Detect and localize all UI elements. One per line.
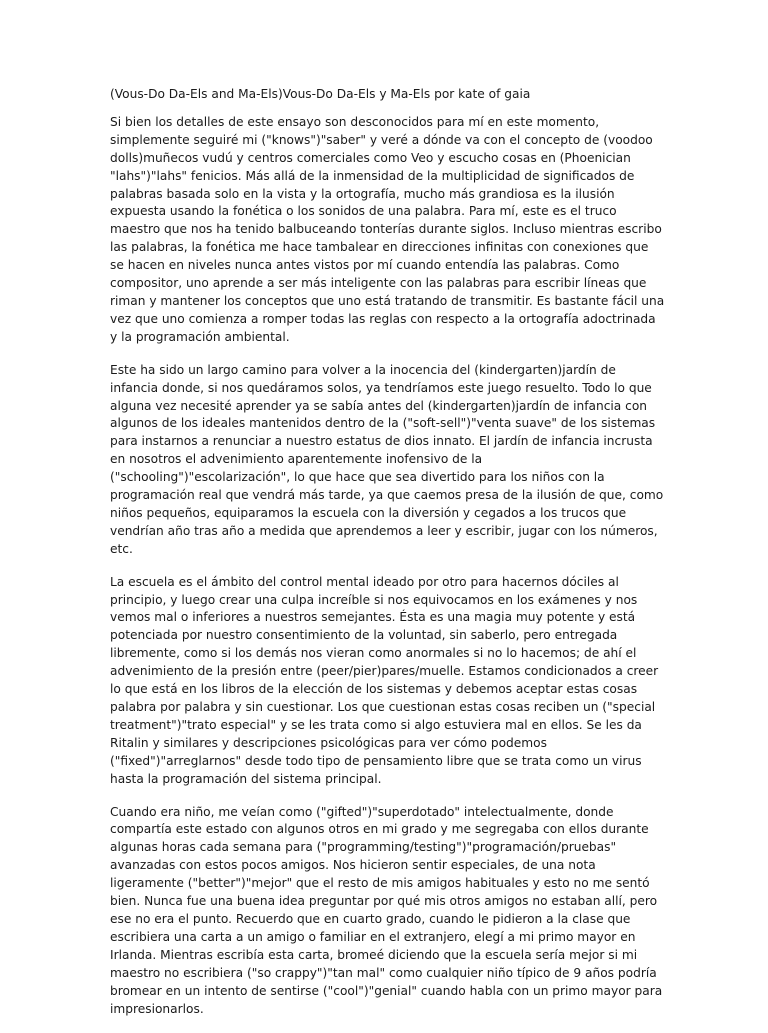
paragraph-3: La escuela es el ámbito del control mental ideado por otro para hacernos dóciles al principio, y luego crear una culpa increíble si nos equivocamos en los exámenes y nos vemos mal o inferiores a nuestros semejantes. Ésta es una magia muy potente y está potenciada por nuestro consentimiento de la voluntad, sin saberlo, pero entregada libremente, como si los demás nos vieran como anormales si no lo hacemos; de ahí el advenimiento de la presión entre (peer/pier)pares/muelle. Estamos condicionados a creer lo que está en los libros de la elección de los sistemas y debemos aceptar estas cosas palabra por palabra y sin cuestionar. Los que cuestionan estas cosas reciben un ("special treatment")"trato especial" y se les trata como si algo estuviera mal en ellos. Se les da Ritalin y similares y descripciones psicológicas para ver cómo podemos ("fixed")"arreglarnos" desde todo tipo de pensamiento libre que se trata como un virus hasta la programación del sistema principal. bbox=[110, 574, 659, 786]
paragraph-1: Si bien los detalles de este ensayo son desconocidos para mí en este momento, simplemente seguiré mi ("knows")"saber" y veré a dónde va con el concepto de (voodoo dolls)muñecos vudú y centros comerciales como Veo y escucho cosas en (Phoenician "lahs")"lahs" fenicios. Más allá de la inmensidad de la multiplicidad de significados de palabras basada solo en la vista y la ortografía, mucho más grandiosa es la ilusión expuesta usando la fonética o los sonidos de una palabra. Para mí, este es el truco maestro que nos ha tenido balbuceando tonterías durante siglos. Incluso mientras escribo las palabras, la fonética me hace tambalear en direcciones infinitas con conexiones que se hacen en niveles nunca antes vistos por mí cuando entendía las palabras. Como compositor, uno aprende a ser más inteligente con las palabras para escribir líneas que riman y mantener los conceptos que uno está tratando de transmitir. Es bastante fácil una vez que uno comienza a romper todas las reglas con respecto a la ortografía adoctrinada y la programación ambiental. bbox=[110, 114, 665, 344]
paragraph-2: Este ha sido un largo camino para volver a la inocencia del (kindergarten)jardín de infancia donde, si nos quedáramos solos, ya tendríamos este juego resuelto. Todo lo que alguna vez necesité aprender ya se sabía antes del (kindergarten)jardín de infancia con algunos de los ideales mantenidos dentro de la ("soft-sell")"venta suave" de los sistemas para instarnos a renunciar a nuestro estatus de dios innato. El jardín de infancia incrusta en nosotros el advenimiento aparentemente inofensivo de la ("schooling")"escolarización", lo que hace que sea divertido para los niños con la programación real que vendrá más tarde, ya que caemos presa de la ilusión de que, como niños pequeños, equiparamos la escuela con la diversión y cegados a los trucos que vendrían año tras año a medida que aprendemos a leer y escribir, jugar con los números, etc. bbox=[110, 362, 664, 556]
paragraph-4: Cuando era niño, me veían como ("gifted")"superdotado" intelectualmente, donde compartía este estado con algunos otros en mi grado y me segregaba con ellos durante algunas horas cada semana para ("programming/testing")"programación/pruebas" avanzadas con estos pocos amigos. Nos hicieron sentir especiales, de una nota ligeramente ("better")"mejor" que el resto de mis amigos habituales y esto no me sentó bien. Nunca fue una buena idea preguntar por qué mis otros amigos no estaban allí, pero ese no era el punto. Recuerdo que en cuarto grado, cuando le pidieron a la clase que escribiera una carta a un amigo o familiar en el extranjero, elegí a mi primo mayor en Irlanda. Mientras escribía esta carta, bromeé diciendo que la escuela sería mejor si mi maestro no escribiera ("so crappy")"tan mal" como cualquier niño típico de 9 años podría bromear en un intento de sentirse ("cool")"genial" cuando habla con un primo mayor para impresionarlos. bbox=[110, 804, 663, 1016]
document-page bbox=[110, 86, 666, 1033]
document-title: (Vous-Do Da-Els and Ma-Els)Vous-Do Da-Els y Ma-Els por kate of gaia bbox=[110, 87, 531, 101]
